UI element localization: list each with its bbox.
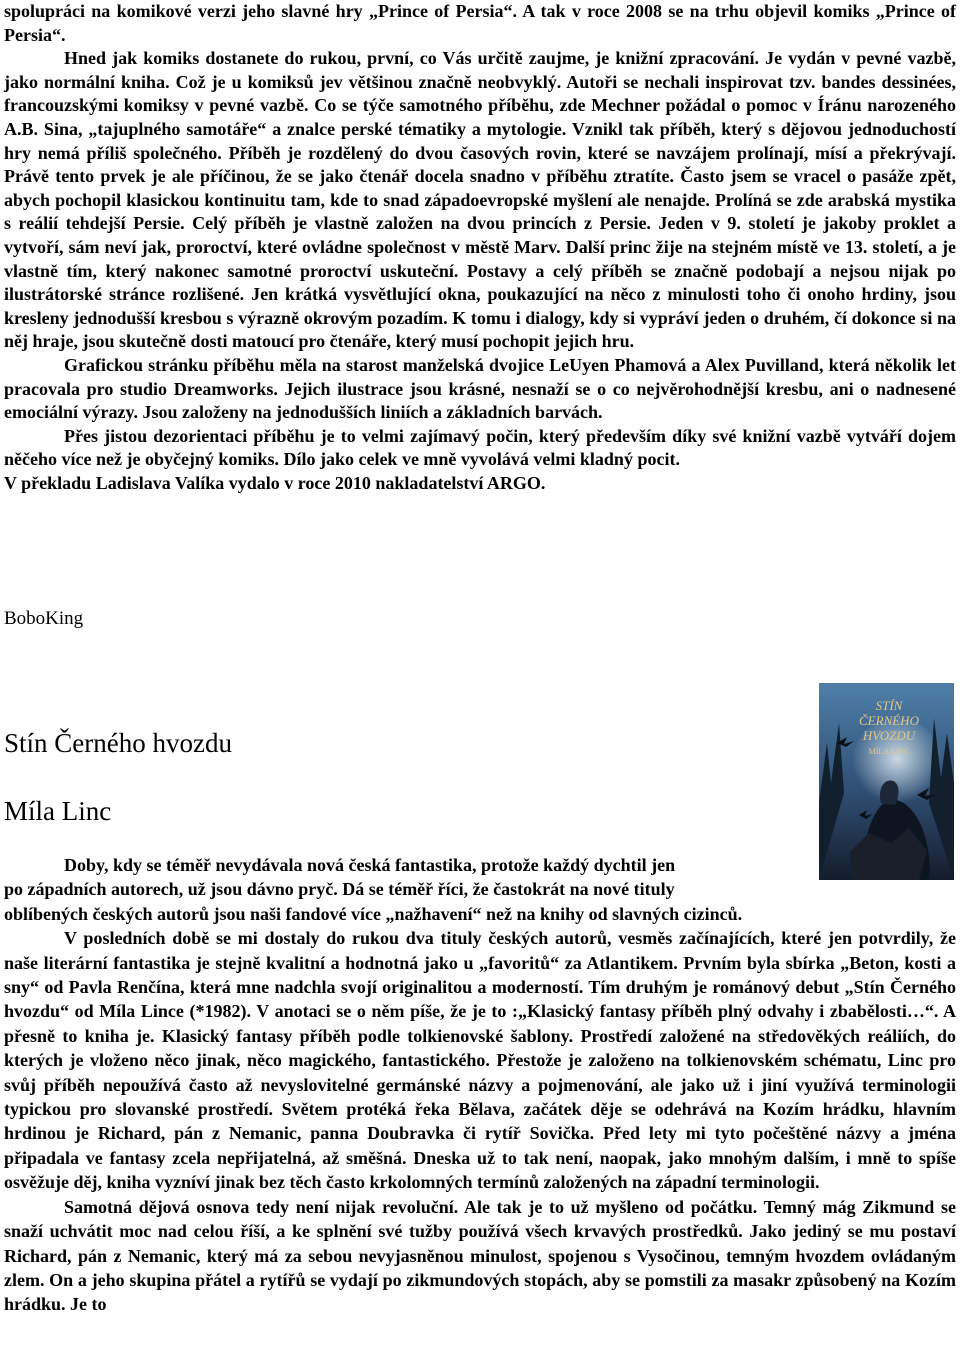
intro-line: Doby, kdy se téměř nevydávala nová česká fantastika, protože každý dychtil jen <box>64 855 676 875</box>
intro-line: oblíbených českých autorů jsou naši fandové více „nažhavení“ než na knihy od slavných cizinců. <box>4 903 743 924</box>
paragraph: Hned jak komiks dostanete do rukou, první, co Vás určitě zaujme, je knižní zpracování. Je vydán v pevné vazbě, jako normální kniha. Což je u komiksů jev většinou značně neobvyklý. Autoři se nechali inspirovat tzv. bandes dessinées, francouzskými komiksy v pevné vazbě. Co se týče samotného příběhu, zde Mechner požádal o pomoc v Íránu narozeného A.B. Sina, „tajuplného samotáře“ a znalce perské tématiky a mytologie. Vznikl tak příběh, který s dějovou jednoduchostí hry nemá příliš společného. Příběh je rozdělený do dvou časových rovin, které se navzájem prolínají, mísí a překrývají. Právě tento prvek je ale příčinou, že se jako čtenář docela snadno v příběhu ztratíte. Často jsem se vracel o pasáže zpět, abych pochopil klasickou kontinuitu tam, kde to snad západoevropské myšlení ale nenajde. Prolíná se zde arabská mystika s reálií tehdejší Persie. Celý příběh je vlastně založen na dvou princích z Persie. Jeden v 9. století je jakoby proklet a vytvoří, sám neví jak, proroctví, které ovládne společnost v městě Marv. Další princ žije na stejném místě ve 13. století, a je vlastně tím, který nakonec samotné proroctví uskuteční. Postavy a celý příběh se značně podobají a nejsou nijak po ilustrátorské stránce rozlišené. Jen krátká vysvětlující okna, poukazující na něco z minulosti toho či onoho hrdiny, jsou kresleny jednodušší kresbou s výrazně okrovým pozadím. K tomu i dialogy, kdy si vypráví jeden o druhém, čí dokonce si na něj hraje, jsou skutečně dosti matoucí pro čtenáře, který musí pochopit jejich hru. <box>4 48 956 352</box>
review-1-text <box>4 0 956 495</box>
paragraph: V překladu Ladislava Valíka vydalo v roce 2010 nakladatelství ARGO. <box>4 472 546 493</box>
cover-title-line: ČERNÉHO <box>859 713 919 728</box>
paragraph: Přes jistou dezorientaci příběhu je to velmi zajímavý počin, který především díky své knižní vazbě vytváří dojem něčeho více než je obyčejný komiks. Dílo jako celek ve mně vyvolává velmi kladný pocit. <box>4 425 956 470</box>
paragraph: Grafickou stránku příběhu měla na starost manželská dvojice LeUyen Phamová a Alex Puvilland, která několik let pracovala pro studio Dreamworks. Jejich ilustrace jsou krásné, nesnaží se o co nejvěrohodnější kresbu, ani o nadnesené emociální výrazy. Jsou založeny na jednodušších liniích a základních barvách. <box>4 354 956 423</box>
paragraph: Samotná dějová osnova tedy není nijak revoluční. Ale tak je to už myšleno od počátku. Temný mág Zikmund se snaží uchvátit moc nad celou říší, a ke splnění své tužby používá všech krvavých prostředků. Jako jediný se mu postaví Richard, pán z Nemanic, který má za sebou nevyjasněnou minulost, spojenou s Vysočinou, temným hvozdem ovládaným zlem. On a jeho skupina přátel a rytířů se vydají po zikmundových stopách, aby se pomstili za masakr způsobený na Kozím hrádku. Je to <box>4 1196 956 1315</box>
cover-title-line: HVOZDU <box>862 728 916 743</box>
review-author: BoboKing <box>4 608 84 629</box>
book-author: Míla Linc <box>4 796 112 826</box>
book-cover-image <box>819 683 954 880</box>
paragraph: spolupráci na komikové verzi jeho slavné hry „Prince of Persia“. A tak v roce 2008 se na trhu objevil komiks „Prince of Persia“. <box>4 1 956 45</box>
cover-author: MÍLA LINC <box>868 747 910 756</box>
paragraph: V posledních době se mi dostaly do rukou dva tituly českých autorů, vesměs začínajících, které jen potvrdily, že naše literární fantastika je stejně kvalitní a hodnotná jako u „favoritů“ za Atlantikem. Prvním byla sbírka „Beton, kosti a sny“ od Pavla Renčína, která mne nadchla svojí originalitou a moderností. Tím druhým je románový debut „Stín Černého hvozdu“ od Míla Lince (*1982). V anotaci se o něm píše, že je to :„Klasický fantasy příběh plný odvahy i zbabělosti…“. A přesně to kniha je. Klasický fantasy příběh podle tolkienovské šablony. Prostředí založené na středověkých reáliích, do kterých je vloženo něco jinak, něco magického, fantastického. Přestože je založeno na tolkienovském schématu, Linc pro svůj příběh nepoužívá často až nevyslovitelné germánské názvy a pojmenování, ale jako už i jiní využívá terminologii typickou pro slovanské prostředí. Světem protéká řeka Bělava, začátek děje se odehrává na Kozím hrádku, hlavním hrdinou je Richard, pán z Nemanic, panna Doubravka či rytíř Sovička. Před lety mi tyto počeštěné názvy a jména připadala ve fantasy zcela nepřijatelná, až směšná. Dneska už to tak není, naopak, jako mnohým dalším, i mně to spíše osvěžuje děj, kniha vyzníví jinak bez těch často krkolomných termínů založených na západní terminologii. <box>4 928 956 1193</box>
cover-title-line: STÍN <box>875 698 903 713</box>
document-page <box>4 0 956 1315</box>
review-2-text <box>4 853 956 1317</box>
intro-line: po západních autorech, už jsou dávno pryč. Dá se téměř říci, že častokrát na nové tituly <box>4 879 675 900</box>
book-title: Stín Černého hvozdu <box>4 728 232 758</box>
